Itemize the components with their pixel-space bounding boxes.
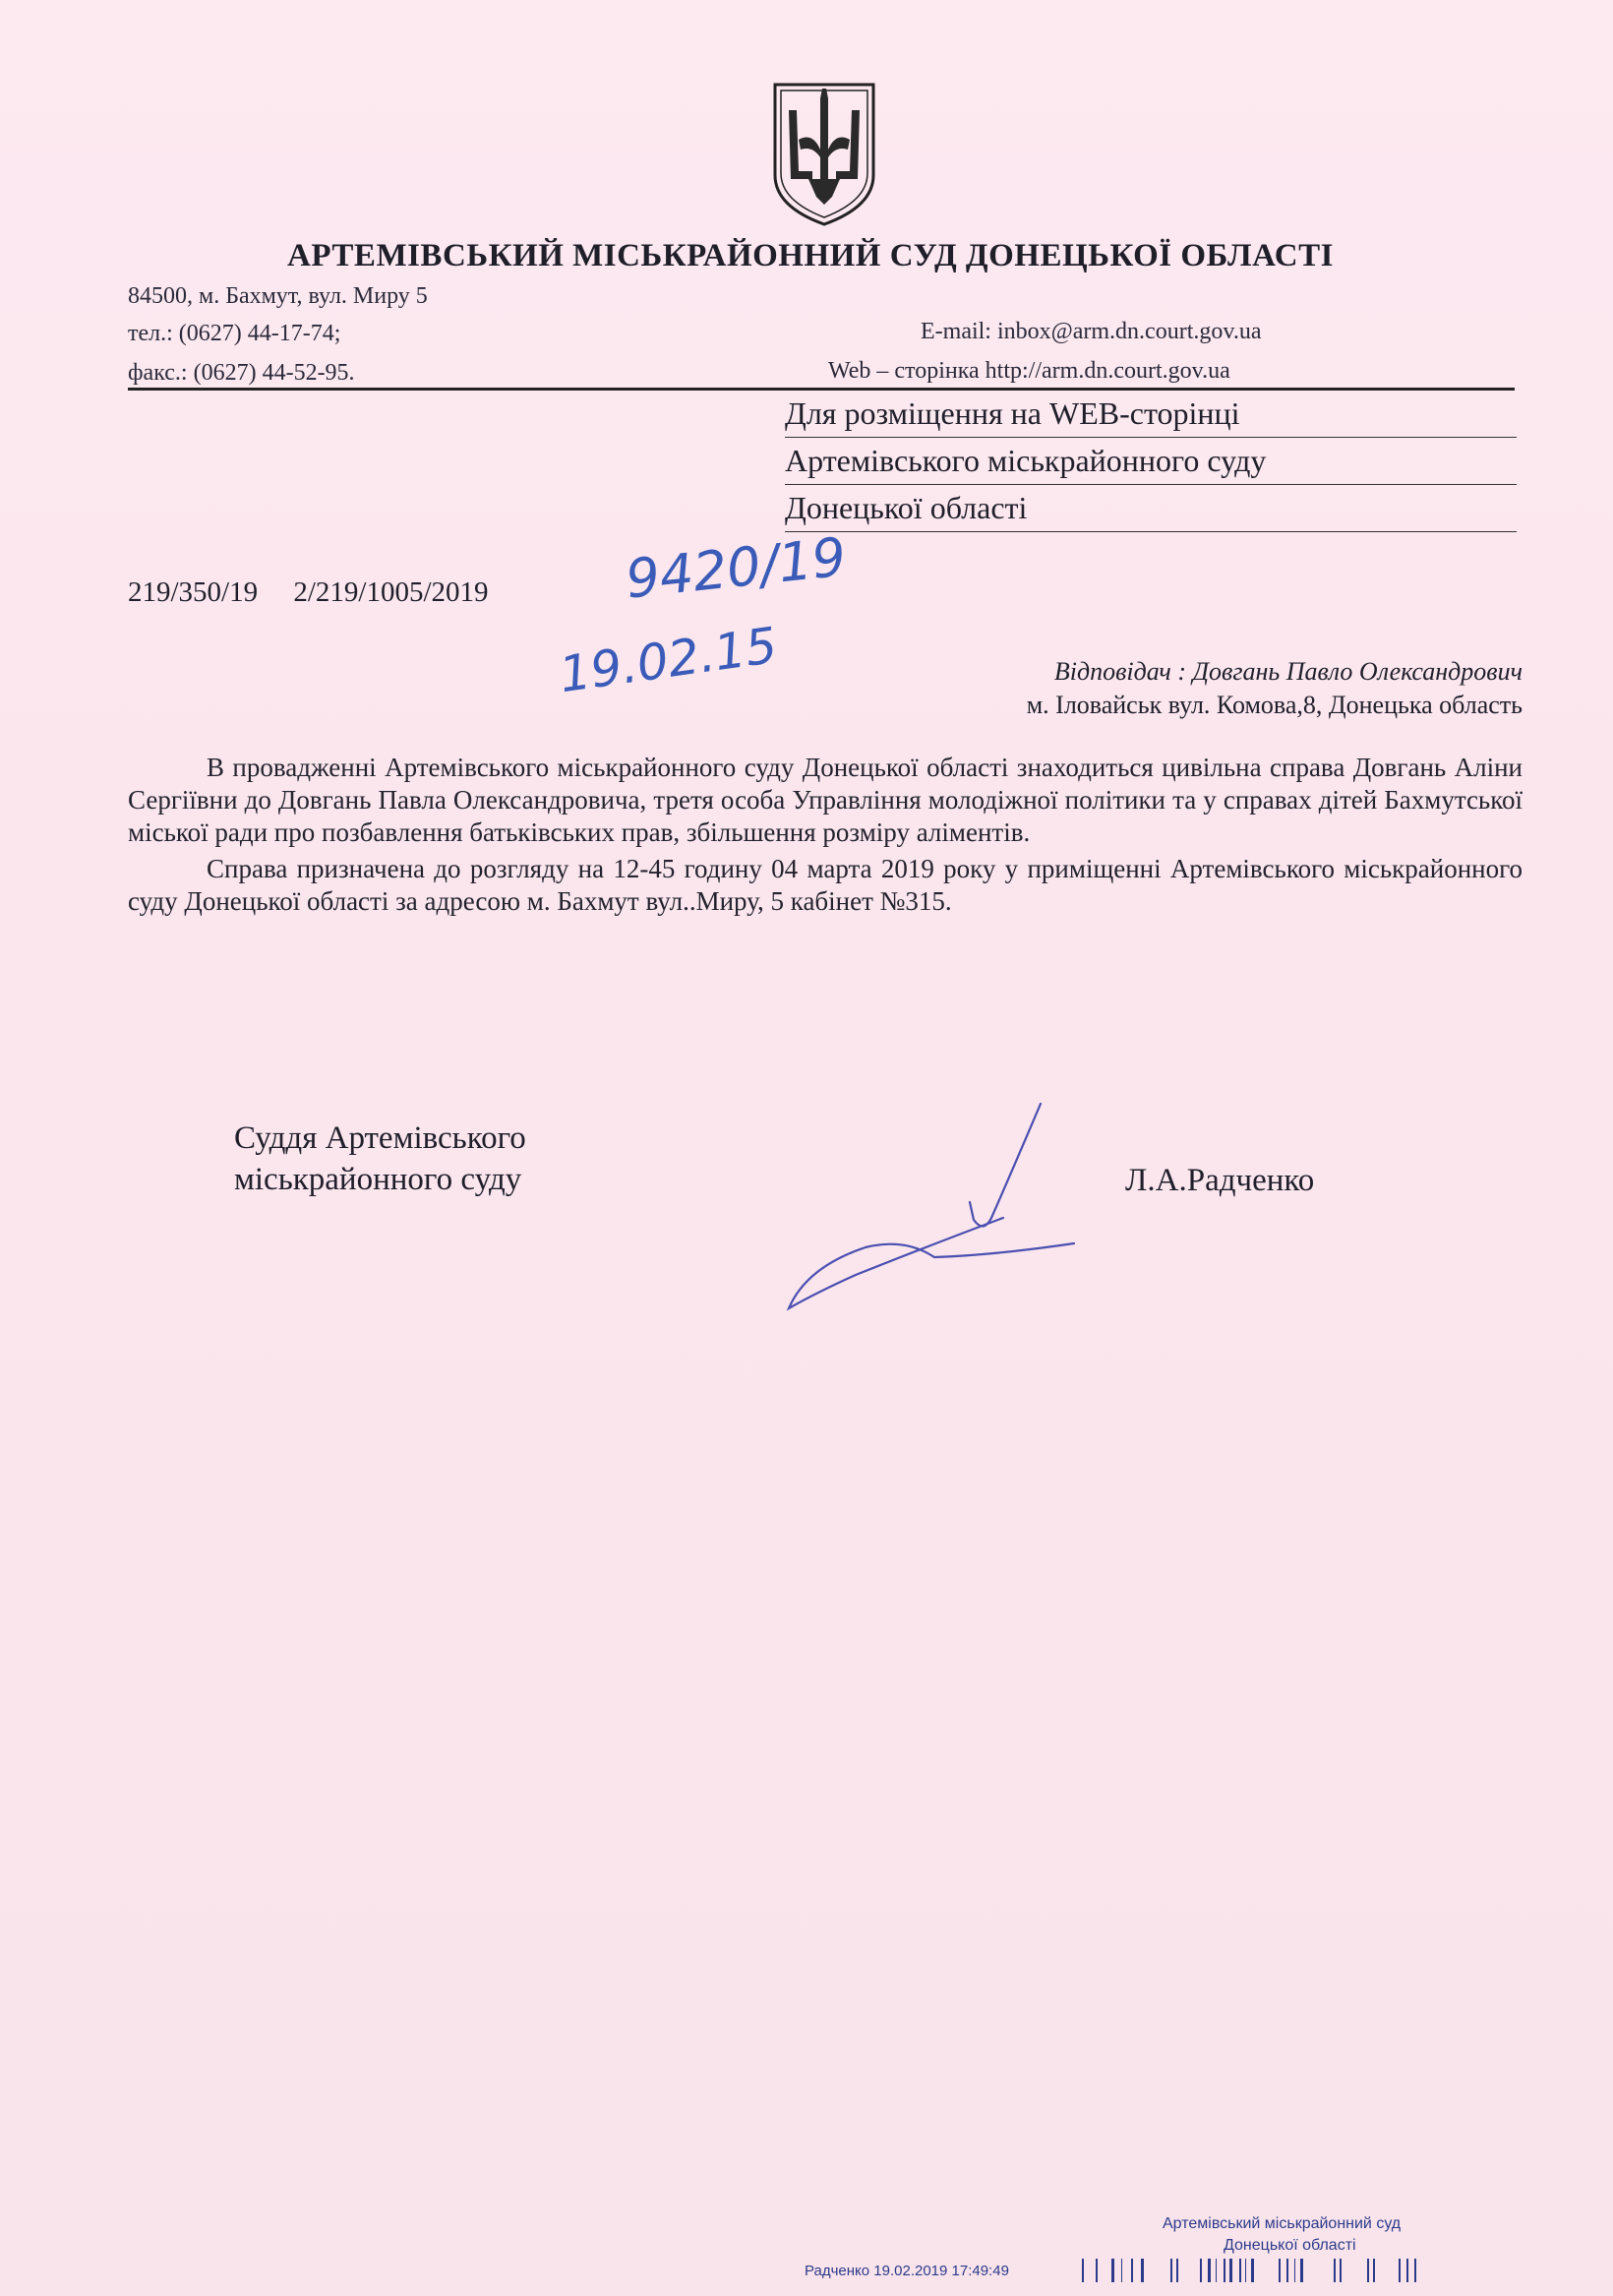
court-fax: факс.: (0627) 44-52-95. <box>128 360 355 386</box>
respondent-name: Відповідач : Довгань Павло Олександрович <box>1053 657 1523 686</box>
recipient-line-1: Для розміщення на WEB-сторінці <box>785 392 1517 438</box>
handwritten-date: 19.02.15 <box>556 616 781 704</box>
stamp-line-3: Радченко 19.02.2019 17:49:49 <box>805 2263 1009 2279</box>
recipient-line-2: Артемівського міськрайонного суду <box>785 439 1517 485</box>
handwritten-registration-number: 9420/19 <box>623 525 850 611</box>
court-website: Web – сторінка http://arm.dn.court.gov.ua <box>828 358 1230 384</box>
notice-paragraph-1: В провадженні Артемівського міськрайонного суду Донецької області знаходиться цивільна справа Довгань Аліни Сергіївни до Довгань Павла Олександровича, третя особа Управління молодіжної політики та у справах дітей Бахмутської міської ради про позбавлення батьківських прав, збільшення розміру аліментів. <box>128 753 1523 847</box>
judge-title <box>234 1118 526 1200</box>
header-divider <box>128 388 1515 391</box>
notice-body <box>128 752 1523 922</box>
stamp-line-2: Донецької області <box>1224 2237 1356 2254</box>
court-phone: тел.: (0627) 44-17-74; <box>128 321 341 346</box>
notice-paragraph-2: Справа призначена до розгляду на 12-45 годину 04 марта 2019 року у приміщенні Артемівського міськрайонного суду Донецької області за адресою м. Бахмут вул..Миру, 5 кабінет №315. <box>128 854 1523 916</box>
judge-title-line-2: міськрайонного суду <box>234 1162 522 1197</box>
respondent-address: м. Іловайськ вул. Комова,8, Донецька область <box>1026 691 1523 719</box>
coat-of-arms-icon <box>769 81 879 228</box>
judge-name: Л.А.Радченко <box>1125 1163 1315 1198</box>
recipient-line-3: Донецької області <box>785 486 1517 532</box>
court-name-heading: АРТЕМІВСЬКИЙ МІСЬКРАЙОННИЙ СУД ДОНЕЦЬКОЇ ОБЛАСТІ <box>287 238 1334 273</box>
case-numbers: 219/350/19 2/219/1005/2019 <box>128 576 489 608</box>
court-email: E-mail: inbox@arm.dn.court.gov.ua <box>921 319 1262 344</box>
barcode-icon <box>1082 2257 1544 2284</box>
judge-title-line-1: Суддя Артемівського <box>234 1120 526 1156</box>
stamp-line-1: Артемівський міськрайонний суд <box>1163 2215 1402 2232</box>
court-address: 84500, м. Бахмут, вул. Миру 5 <box>128 283 428 309</box>
handwritten-signature-icon <box>777 1100 1092 1316</box>
